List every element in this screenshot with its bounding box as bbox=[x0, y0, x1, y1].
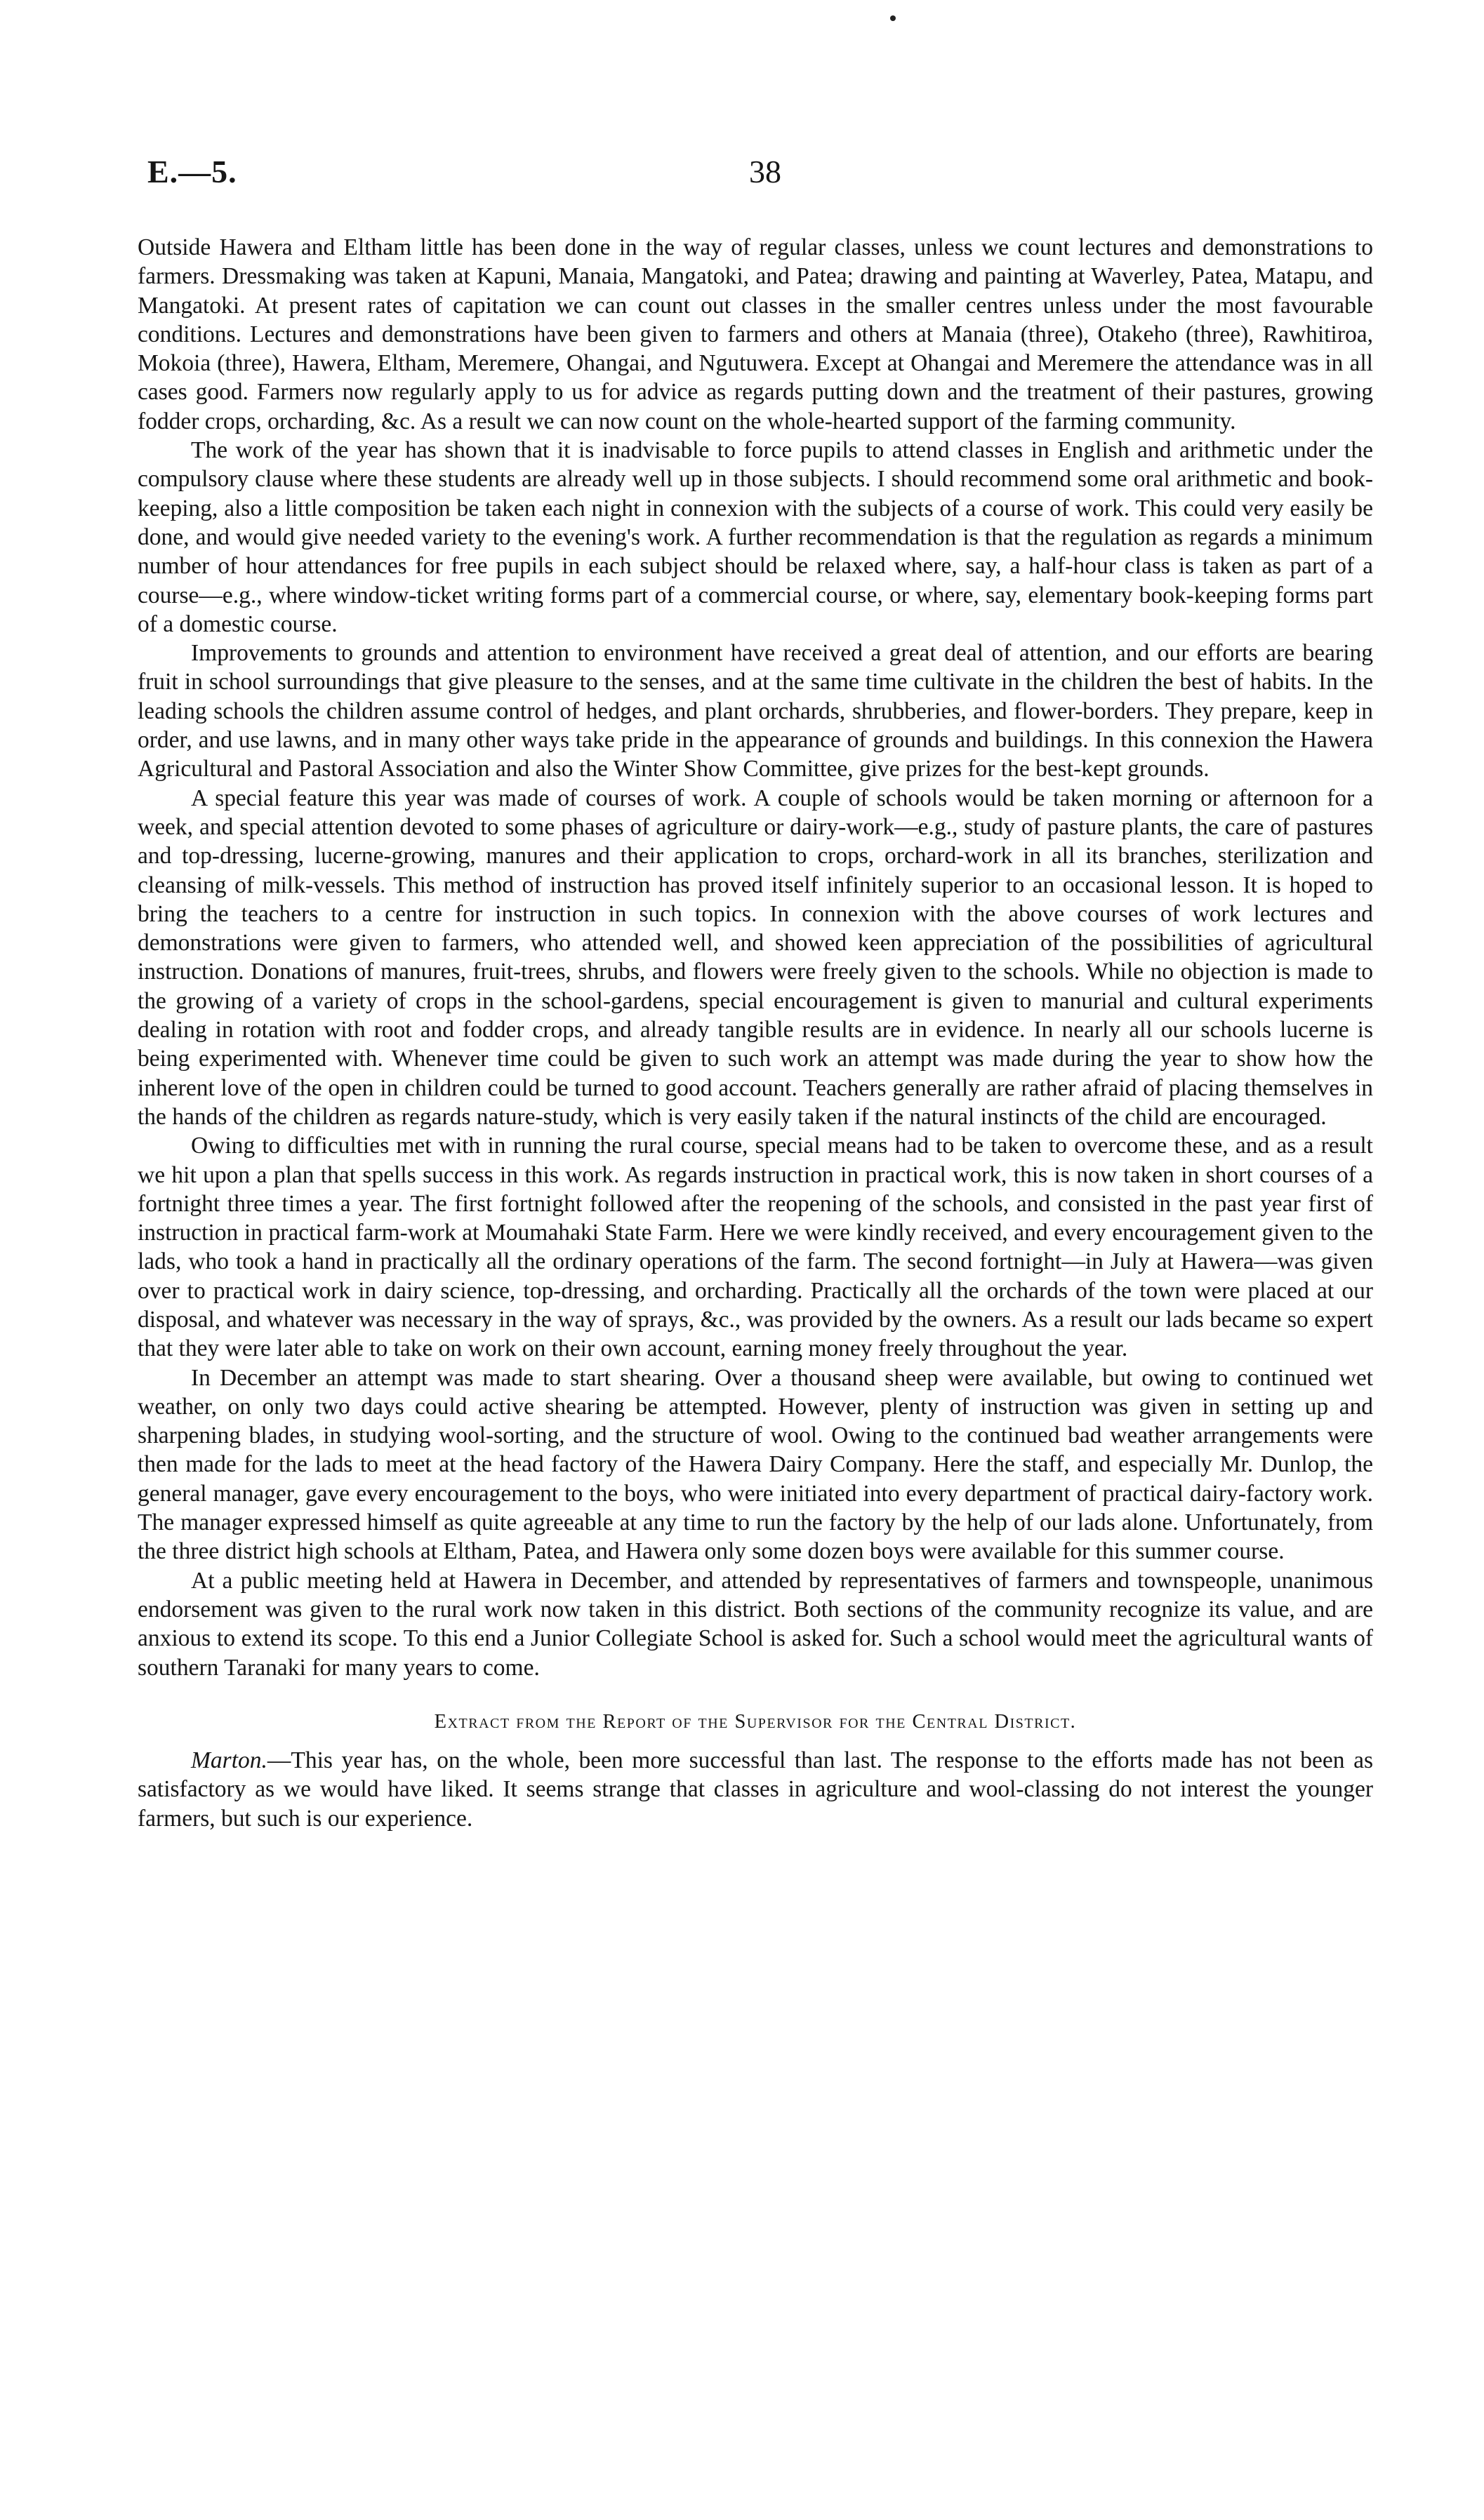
paragraph-1: Outside Hawera and Eltham little has been done in the way of regular classes, unless we count lectures and demonstrations to farmers. Dressmaking was taken at Kapuni, Manaia, Mangatoki, and Patea; drawing and painting at Waverley, Patea, Matapu, and Mangatoki. At present rates of capitation we can count out classes in the smaller centres unless under the most favourable conditions. Lectures and demonstrations have been given to farmers and others at Manaia (three), Otakeho (three), Rawhitiroa, Mokoia (three), Hawera, Eltham, Meremere, Ohangai, and Ngutuwera. Except at Ohangai and Meremere the attendance was in all cases good. Farmers now regularly apply to us for advice as regards putting down and the treatment of their pastures, growing fodder crops, orcharding, &c. As a result we can now count on the whole-hearted support of the farming community. bbox=[138, 234, 1373, 434]
section-heading: Extract from the Report of the Supervisor for the Central District. bbox=[434, 1710, 1077, 1733]
page-code: E.—5. bbox=[147, 154, 237, 189]
section-paragraph-text: —This year has, on the whole, been more successful than last. The response to the efforts made has not been as satisfactory as we would have liked. It seems strange that classes in agriculture and wool-classing do not interest the younger farmers, but such is our experience. bbox=[138, 1747, 1373, 1832]
paragraph-2: The work of the year has shown that it is inadvisable to force pupils to attend classes in English and arithmetic under the compulsory clause where these students are already well up in those subjects. I should recommend some oral arithmetic and book-keeping, also a little composition be taken each night in connexion with the subjects of a course of work. This could very easily be done, and would give needed variety to the evening's work. A further recommendation is that the regulation as regards a minimum number of hour attendances for free pupils in each subject should be relaxed where, say, a half-hour class is taken as part of a course—e.g., where window-ticket writing forms part of a commercial course, or where, say, elementary book-keeping forms part of a domestic course. bbox=[138, 437, 1373, 637]
body-text bbox=[138, 233, 1373, 1833]
section-paragraph bbox=[138, 1746, 1373, 1833]
paragraph-7: At a public meeting held at Hawera in December, and attended by representatives of farmers and townspeople, unanimous endorsement was given to the rural work now taken in this district. Both sections of the community recognize its value, and are anxious to extend its scope. To this end a Junior Collegiate School is asked for. Such a school would meet the agricultural wants of southern Taranaki for many years to come. bbox=[138, 1567, 1373, 1681]
paragraph-6: In December an attempt was made to start shearing. Over a thousand sheep were available, but owing to continued wet weather, on only two days could active shearing be attempted. However, plenty of instruction was given in setting up and sharpening blades, in studying wool-sorting, and the structure of wool. Owing to the continued bad weather arrangements were then made for the lads to meet at the head factory of the Hawera Dairy Company. Here the staff, and especially Mr. Dunlop, the general manager, gave every encouragement to the boys, who were initiated into every department of practical dairy-factory work. The manager expressed himself as quite agreeable at any time to run the factory by the help of our lads alone. Unfortunately, from the three district high schools at Eltham, Patea, and Hawera only some dozen boys were available for this summer course. bbox=[138, 1364, 1373, 1565]
paragraph-4: A special feature this year was made of courses of work. A couple of schools would be taken morning or afternoon for a week, and special attention devoted to some phases of agriculture or dairy-work—e.g., study of pasture plants, the care of pastures and top-dressing, lucerne-growing, manures and their application to crops, orchard-work in all its branches, sterilization and cleansing of milk-vessels. This method of instruction has proved itself infinitely superior to an occasional lesson. It is hoped to bring the teachers to a centre for instruction in such topics. In connexion with the above courses of work lectures and demonstrations were given to farmers, who attended well, and showed keen appreciation of the possibilities of agricultural instruction. Donations of manures, fruit-trees, shrubs, and flowers were freely given to the schools. While no objection is made to the growing of a variety of crops in the school-gardens, special encouragement is given to manurial and cultural experiments dealing in rotation with root and fodder crops, and already tangible results are in evidence. In nearly all our schools lucerne is being experimented with. Whenever time could be given to such work an attempt was made during the year to show how the inherent love of the open in children could be turned to good account. Teachers generally are rather afraid of placing themselves in the hands of the children as regards nature-study, which is very easily taken if the natural instincts of the child are encouraged. bbox=[138, 785, 1373, 1130]
page-header bbox=[147, 153, 1383, 209]
scan-speck bbox=[890, 15, 896, 21]
page-number: 38 bbox=[749, 154, 781, 189]
place-name: Marton. bbox=[191, 1747, 267, 1774]
paragraph-3: Improvements to grounds and attention to environment have received a great deal of attention, and our efforts are bearing fruit in school surroundings that give pleasure to the senses, and at the same time cultivate in the children the best of habits. In the leading schools the children assume control of hedges, and plant orchards, shrubberies, and flower-borders. They prepare, keep in order, and use lawns, and in many other ways take pride in the appearance of grounds and buildings. In this connexion the Hawera Agricultural and Pastoral Association and also the Winter Show Committee, give prizes for the best-kept grounds. bbox=[138, 640, 1373, 782]
paragraph-5: Owing to difficulties met with in running the rural course, special means had to be taken to overcome these, and as a result we hit upon a plan that spells success in this work. As regards instruction in practical work, this is now taken in short courses of a fortnight three times a year. The first fortnight followed after the reopening of the schools, and consisted in the past year first of instruction in practical farm-work at Moumahaki State Farm. Here we were kindly received, and every encouragement given to the lads, who took a hand in practically all the ordinary operations of the farm. The second fortnight—in July at Hawera—was given over to practical work in dairy science, top-dressing, and orcharding. Practically all the orchards of the town were placed at our disposal, and whatever was necessary in the way of sprays, &c., was provided by the owners. As a result our lads became so expert that they were later able to take on work on their own account, earning money freely throughout the year. bbox=[138, 1133, 1373, 1362]
